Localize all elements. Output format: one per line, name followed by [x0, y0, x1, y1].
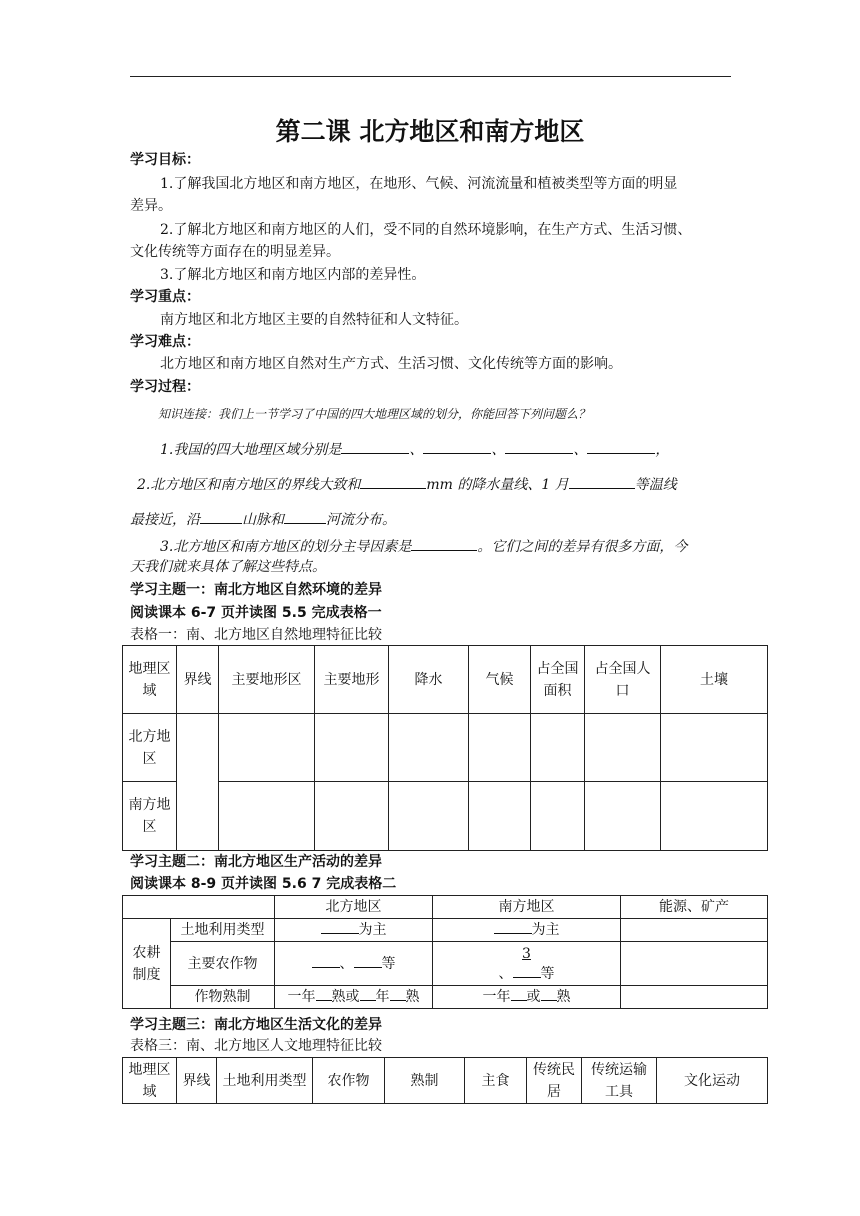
row-main-crops: 主要农作物: [171, 942, 275, 986]
land-use-north: 为主: [275, 919, 433, 942]
table-cell[interactable]: [315, 782, 389, 851]
answer-blank[interactable]: [200, 509, 242, 524]
theme3-heading: 学习主题三：南北方地区生活文化的差异: [130, 1017, 382, 1033]
answer-blank[interactable]: [321, 919, 359, 934]
blank-corner: [123, 896, 275, 919]
table-cell[interactable]: [469, 782, 531, 851]
table-cell[interactable]: [585, 714, 661, 782]
table-cell[interactable]: [219, 714, 315, 782]
answer-blank[interactable]: [316, 986, 332, 1001]
answer-blank[interactable]: [360, 986, 376, 1001]
table-cell[interactable]: [469, 714, 531, 782]
table-natural-features: [122, 645, 768, 851]
answer-blank[interactable]: [513, 963, 541, 978]
answer-blank[interactable]: [587, 439, 655, 454]
question-2-cont: 最接近，沿 山脉和 河流分布。: [130, 509, 396, 530]
header-soil: 土壤: [661, 646, 768, 714]
goal-2-cont: 文化传统等方面存在的明显差异。: [130, 244, 340, 260]
answer-blank[interactable]: [284, 509, 326, 524]
header-landform-areas: 主要地形区: [219, 646, 315, 714]
theme1-heading: 学习主题一：南北方地区自然环境的差异: [130, 582, 382, 598]
key-heading: 学习重点：: [130, 289, 200, 305]
answer-blank[interactable]: [354, 953, 382, 968]
goal-2: 2.了解北方地区和南方地区的人们，受不同的自然环境影响，在生产方式、生活习惯、: [160, 222, 692, 238]
difficult-text: 北方地区和南方地区自然对生产方式、生活习惯、文化传统等方面的影响。: [160, 356, 622, 372]
header-cropping: 熟制: [385, 1058, 465, 1104]
answer-blank[interactable]: [511, 986, 527, 1001]
header-land-use: 土地利用类型: [217, 1058, 313, 1104]
table-cell[interactable]: [389, 782, 469, 851]
difficult-heading: 学习难点：: [130, 334, 200, 350]
answer-blank[interactable]: [360, 474, 426, 489]
page-title: 第二课 北方地区和南方地区: [275, 117, 585, 146]
header-staple-food: 主食: [465, 1058, 527, 1104]
header-region: 地理区域: [123, 646, 177, 714]
table-cell[interactable]: [531, 782, 585, 851]
question-1: 1.我国的四大地理区域分别是 、 、 、 ，: [160, 439, 669, 460]
answer-blank[interactable]: [411, 536, 477, 551]
answer-blank[interactable]: [341, 439, 409, 454]
answer-blank[interactable]: [390, 986, 406, 1001]
header-boundary: 界线: [177, 646, 219, 714]
table-cell[interactable]: [661, 714, 768, 782]
header-climate: 气候: [469, 646, 531, 714]
header-population-share: 占全国人口: [585, 646, 661, 714]
header-north: 北方地区: [275, 896, 433, 919]
goal-1: 1.了解我国北方地区和南方地区，在地形、气候、河流流量和植被类型等方面的明显: [160, 176, 678, 192]
header-culture-sports: 文化运动: [657, 1058, 768, 1104]
land-use-south: 为主: [433, 919, 621, 942]
goals-heading: 学习目标：: [130, 152, 200, 168]
header-dwellings: 传统民居: [527, 1058, 582, 1104]
answer-blank[interactable]: [494, 919, 532, 934]
row-cropping: 作物熟制: [171, 986, 275, 1009]
table1-caption: 表格一：南、北方地区自然地理特征比较: [130, 627, 382, 643]
question-3-cont: 天我们就来具体了解这些特点。: [130, 559, 326, 575]
table-cell[interactable]: [585, 782, 661, 851]
table-production: [122, 895, 768, 1009]
answer-blank[interactable]: [423, 439, 491, 454]
answer-blank[interactable]: [569, 474, 635, 489]
boundary-cell[interactable]: [177, 714, 219, 851]
table-cell[interactable]: [389, 714, 469, 782]
cropping-south: 一年 或 熟: [433, 986, 621, 1009]
crops-south: 3 、 等: [433, 942, 621, 986]
answer-blank[interactable]: [312, 953, 340, 968]
header-crops: 农作物: [313, 1058, 385, 1104]
farming-system-label: 农耕制度: [123, 919, 171, 1009]
table-cell[interactable]: [315, 714, 389, 782]
key-text: 南方地区和北方地区主要的自然特征和人文特征。: [160, 312, 468, 328]
theme1-reading: 阅读课本 6-7 页并读图 5.5 完成表格一: [130, 605, 382, 621]
table3-caption: 表格三：南、北方地区人文地理特征比较: [130, 1038, 382, 1054]
header-boundary: 界线: [177, 1058, 217, 1104]
header-area-share: 占全国面积: [531, 646, 585, 714]
header-landform: 主要地形: [315, 646, 389, 714]
table-cell[interactable]: [621, 942, 768, 986]
goal-1-cont: 差异。: [130, 198, 172, 214]
header-south: 南方地区: [433, 896, 621, 919]
theme2-heading: 学习主题二：南北方地区生产活动的差异: [130, 854, 382, 870]
process-heading: 学习过程：: [130, 379, 200, 395]
row-label-south: 南方地区: [123, 782, 177, 851]
question-2: 2.北方地区和南方地区的界线大致和 mm 的降水量线、1 月 等温线: [137, 474, 677, 495]
header-region: 地理区域: [123, 1058, 177, 1104]
header-transport: 传统运输工具: [582, 1058, 657, 1104]
row-land-use: 土地利用类型: [171, 919, 275, 942]
header-energy: 能源、矿产: [621, 896, 768, 919]
table-cell[interactable]: [531, 714, 585, 782]
cropping-north: 一年 熟或 年 熟: [275, 986, 433, 1009]
header-precipitation: 降水: [389, 646, 469, 714]
header-rule: [130, 76, 731, 77]
goal-3: 3.了解北方地区和南方地区内部的差异性。: [160, 267, 426, 283]
question-3: 3.北方地区和南方地区的划分主导因素是 。它们之间的差异有很多方面，今: [160, 536, 687, 557]
table-cell[interactable]: [621, 919, 768, 942]
crops-north: 、 等: [275, 942, 433, 986]
table-cell[interactable]: [621, 986, 768, 1009]
row-label-north: 北方地区: [123, 714, 177, 782]
table-cell[interactable]: [219, 782, 315, 851]
answer-blank[interactable]: [541, 986, 557, 1001]
knowledge-link: 知识连接：我们上一节学习了中国的四大地理区域的划分，你能回答下列问题么？: [158, 407, 591, 421]
table-human-features: [122, 1057, 768, 1104]
theme2-reading: 阅读课本 8-9 页并读图 5.6 7 完成表格二: [130, 876, 397, 892]
answer-blank[interactable]: [505, 439, 573, 454]
table-cell[interactable]: [661, 782, 768, 851]
